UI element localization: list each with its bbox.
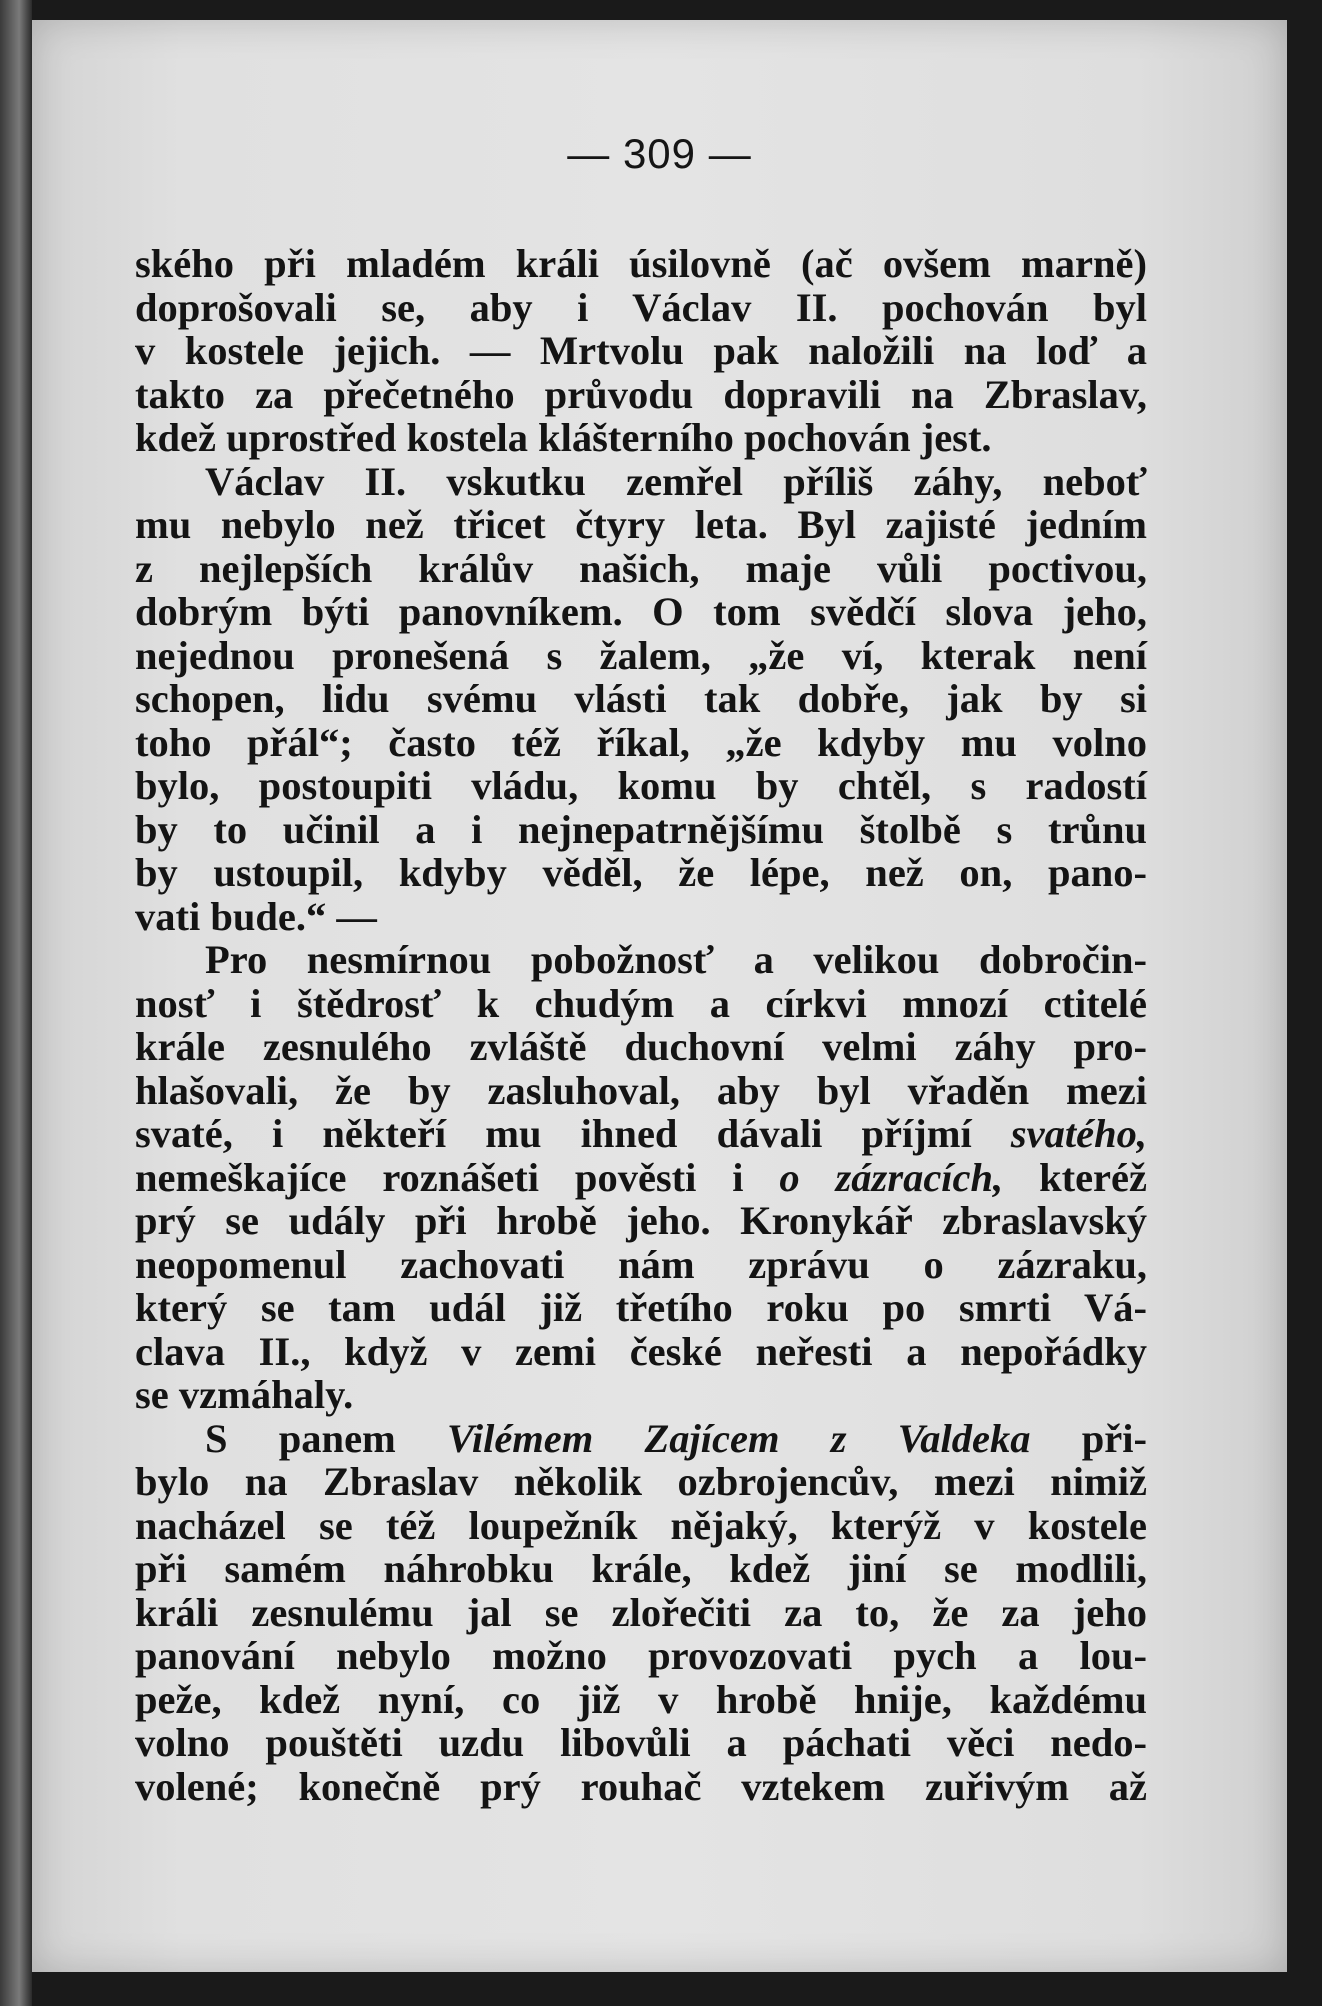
text-line: doprošovali se, aby i Václav II. pochován byl xyxy=(135,284,1147,330)
text-line: volno pouštěti uzdu libovůli a páchati věci nedo- xyxy=(135,1720,1147,1765)
text-line: nosť i štědrosť k chudým a církvi mnozí ctitelé xyxy=(135,980,1147,1026)
text-line: který se tam udál již třetího roku po smrti Vá- xyxy=(135,1285,1147,1330)
text-line: se vzmáhaly. xyxy=(135,1372,354,1417)
text-line: S panem Vilémem Zajícem z Valdeka při- xyxy=(205,1415,1147,1461)
book-page xyxy=(32,20,1287,1972)
text-line: takto za přečetného průvodu dopravili na Zbraslav, xyxy=(135,371,1147,417)
text-line: by ustoupil, kdyby věděl, že lépe, než on, pano- xyxy=(135,850,1147,895)
text-line: schopen, lidu svému vlásti tak dobře, jak by si xyxy=(135,676,1147,721)
text-line: prý se udály při hrobě jeho. Kronykář zbraslavský xyxy=(135,1198,1147,1243)
text-line: králi zesnulému jal se zlořečiti za to, že za jeho xyxy=(135,1589,1147,1635)
text-line: bylo na Zbraslav několik ozbrojencův, mezi nimiž xyxy=(135,1459,1147,1504)
text-line: nemeškajíce roznášeti pověsti i o zázracích, kteréž xyxy=(135,1154,1147,1200)
text-line: volené; konečně prý rouhač vztekem zuřivým až xyxy=(135,1763,1147,1809)
text-line: toho přál“; často též říkal, „že kdyby mu volno xyxy=(135,719,1147,765)
body-text xyxy=(135,242,1147,1808)
text-line: clava II., když v zemi české neřesti a nepořádky xyxy=(135,1328,1147,1374)
text-line: nacházel se též loupežník nějaký, kterýž v kostele xyxy=(135,1502,1147,1548)
text-line: by to učinil a i nejnepatrnějšímu štolbě s trůnu xyxy=(135,806,1147,852)
text-line: ského při mladém králi úsilovně (ač ovšem marně) xyxy=(135,241,1147,286)
text-line: bylo, postoupiti vládu, komu by chtěl, s radostí xyxy=(135,763,1147,808)
text-line: svaté, i někteří mu ihned dávali příjmí svatého, xyxy=(135,1111,1147,1156)
text-line: vati bude.“ — xyxy=(135,893,377,939)
book-gutter xyxy=(0,0,32,2006)
text-line: z nejlepších králův našich, maje vůli poctivou, xyxy=(135,545,1147,591)
text-line: kdež uprostřed kostela klášterního pochován jest. xyxy=(135,415,992,460)
text-line: peže, kdež nyní, co již v hrobě hnije, každému xyxy=(135,1676,1147,1722)
text-line: dobrým býti panovníkem. O tom svědčí slova jeho, xyxy=(135,589,1147,634)
text-line: krále zesnulého zvláště duchovní velmi záhy pro- xyxy=(135,1024,1147,1069)
text-line: Pro nesmírnou pobožnosť a velikou dobročin- xyxy=(205,937,1147,982)
page-number: — 309 — xyxy=(567,130,752,177)
text-line: při samém náhrobku krále, kdež jiní se modlili, xyxy=(135,1546,1147,1591)
text-line: panování nebylo možno provozovati pych a lou- xyxy=(135,1633,1147,1678)
text-line: nejednou pronešená s žalem, „že ví, kterak není xyxy=(135,632,1147,678)
text-line: v kostele jejich. — Mrtvolu pak naložili na loď a xyxy=(135,328,1147,373)
text-line: mu nebylo než třicet čtyry leta. Byl zajisté jedním xyxy=(135,502,1147,547)
text-line: neopomenul zachovati nám zprávu o zázraku, xyxy=(135,1241,1147,1287)
text-line: Václav II. vskutku zemřel příliš záhy, neboť xyxy=(205,458,1147,504)
text-line: hlašovali, že by zasluhoval, aby byl vřaděn mezi xyxy=(135,1067,1147,1113)
